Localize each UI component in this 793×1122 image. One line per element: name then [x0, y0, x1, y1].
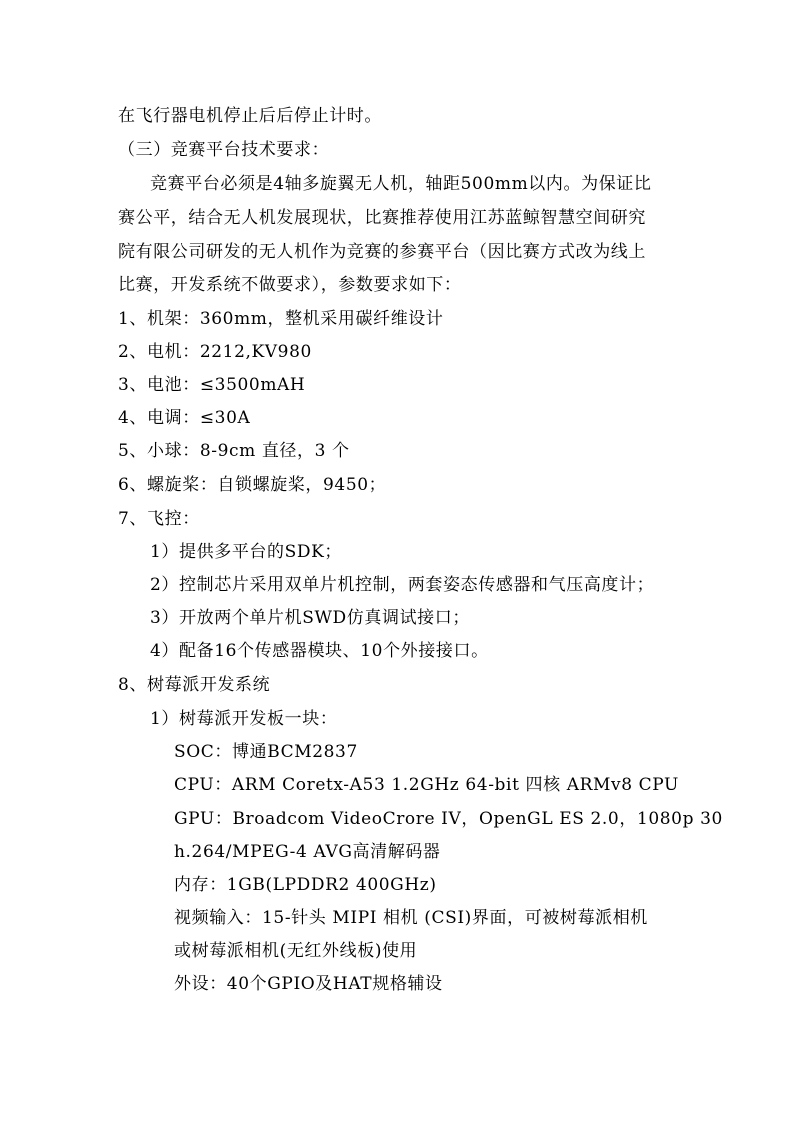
spec-item-motor: 2、电机：2212,KV980: [118, 342, 312, 362]
spec-item-flight-controller: 7、飞控：: [118, 509, 200, 529]
raspberry-pi-spec-line: 外设：40个GPIO及HAT规格辅设: [174, 974, 443, 994]
body-text-line: 在飞行器电机停止后后停止计时。: [118, 106, 382, 126]
flight-controller-subitem: 1）提供多平台的SDK；: [150, 542, 342, 562]
spec-item-ball: 5、小球：8-9cm 直径，3 个: [118, 441, 350, 461]
spec-item-frame: 1、机架：360mm，整机采用碳纤维设计: [118, 309, 444, 329]
raspberry-pi-spec-line: SOC：博通BCM2837: [174, 742, 358, 762]
spec-item-battery: 3、电池：≤3500mAH: [118, 375, 306, 395]
raspberry-pi-spec-line: h.264/MPEG-4 AVG高清解码器: [174, 842, 441, 862]
raspberry-pi-spec-line: GPU：Broadcom VideoCrore IV，OpenGL ES 2.0，1080p 30: [174, 809, 723, 829]
spec-item-esc: 4、电调：≤30A: [118, 408, 251, 428]
raspberry-pi-subitem: 1）树莓派开发板一块：: [150, 709, 338, 729]
paragraph-line: 院有限公司研发的无人机作为竞赛的参赛平台（因比赛方式改为线上: [118, 242, 646, 262]
flight-controller-subitem: 2）控制芯片采用双单片机控制，两套姿态传感器和气压高度计；: [150, 575, 655, 595]
raspberry-pi-spec-line: CPU：ARM Coretx-A53 1.2GHz 64-bit 四核 ARMv8 CPU: [174, 775, 679, 795]
section-heading: （三）竞赛平台技术要求：: [118, 140, 330, 160]
raspberry-pi-spec-line: 内存：1GB(LPDDR2 400GHz): [174, 875, 437, 895]
spec-item-propeller: 6、螺旋桨：自锁螺旋桨，9450；: [118, 475, 387, 495]
spec-item-raspberry-pi: 8、树莓派开发系统: [118, 675, 271, 695]
paragraph-line: 赛公平，结合无人机发展现状，比赛推荐使用江苏蓝鲸智慧空间研究: [118, 208, 646, 228]
flight-controller-subitem: 3）开放两个单片机SWD仿真调试接口；: [150, 608, 470, 628]
flight-controller-subitem: 4）配备16个传感器模块、10个外接接口。: [150, 641, 489, 661]
raspberry-pi-spec-line: 视频输入：15-针头 MIPI 相机 (CSI)界面，可被树莓派相机: [174, 908, 648, 928]
paragraph-line: 竞赛平台必须是4轴多旋翼无人机，轴距500mm以内。为保证比: [150, 174, 652, 194]
paragraph-line: 比赛，开发系统不做要求），参数要求如下：: [118, 275, 462, 295]
raspberry-pi-spec-line: 或树莓派相机(无红外线板)使用: [174, 941, 418, 961]
